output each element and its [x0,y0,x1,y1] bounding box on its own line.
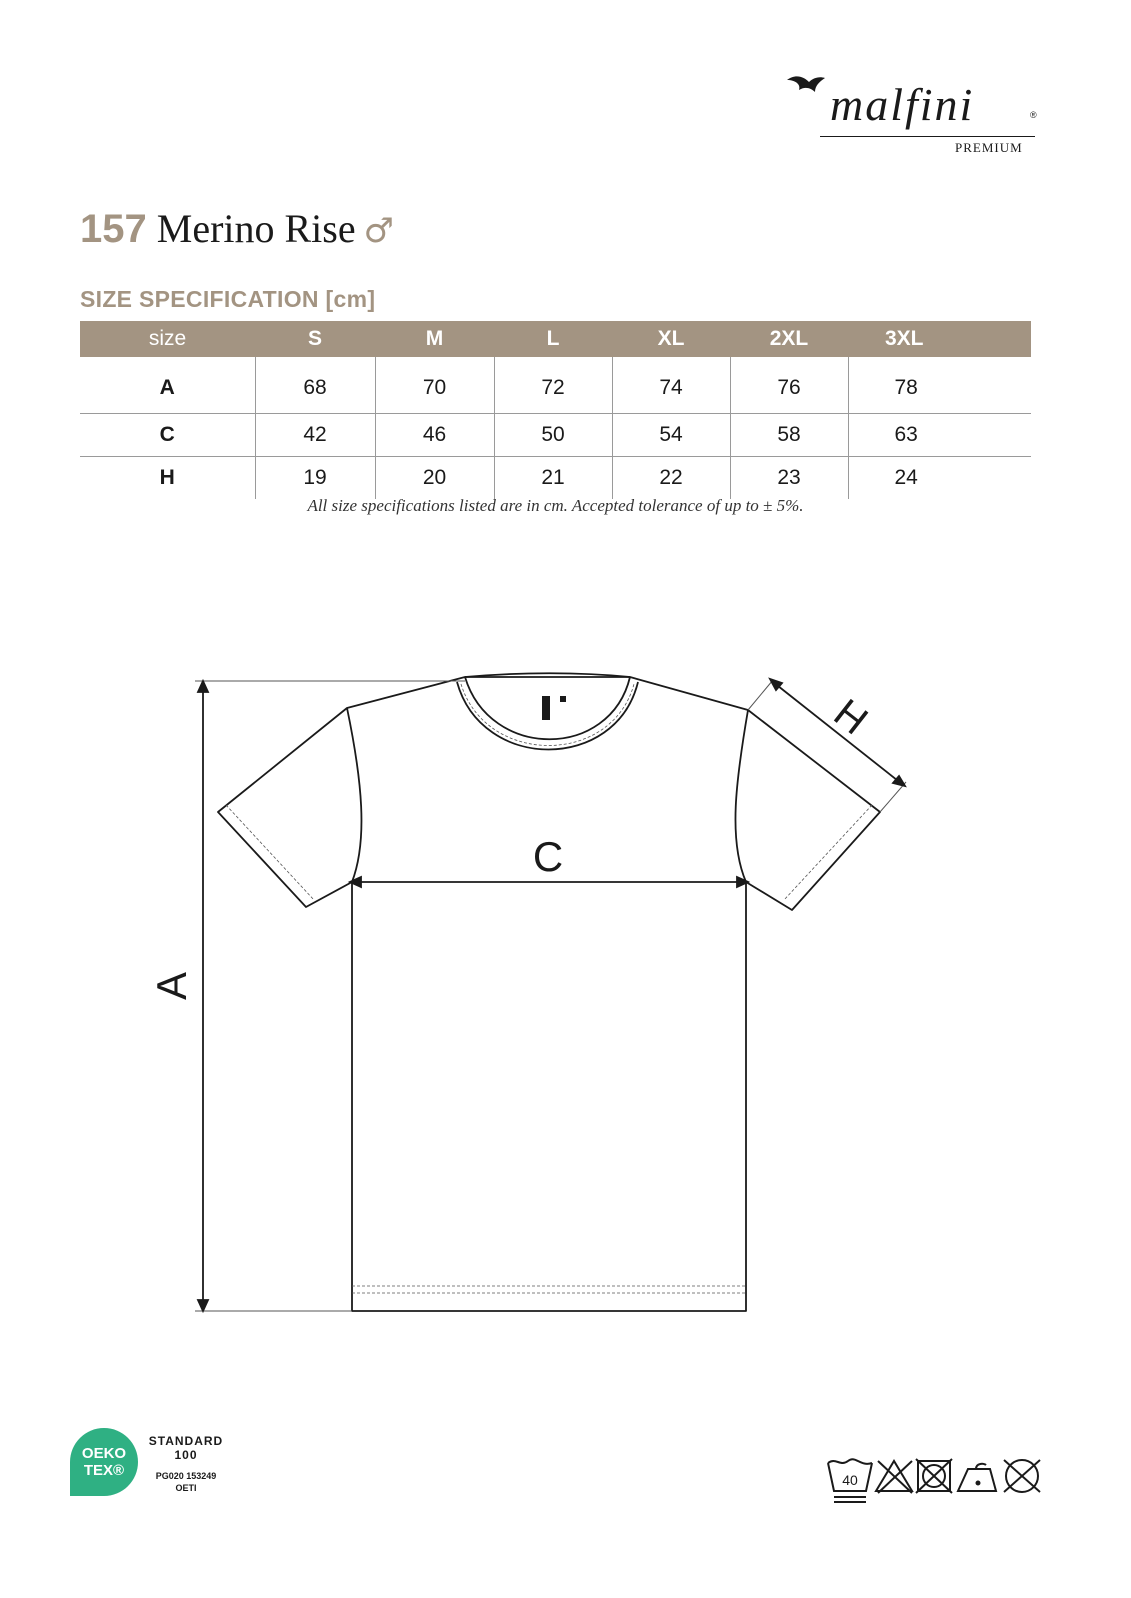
table-cell: 78 [848,357,1031,414]
table-header-cell: size [80,321,255,357]
oeko-line2: TEX® [83,1462,125,1479]
table-header-cell: 3XL [848,321,1031,357]
oeko-tex-badge [70,1428,138,1496]
table-cell: 46 [375,414,494,457]
table-cell: 22 [612,457,730,500]
table-cell: 74 [612,357,730,414]
tshirt-outline [218,673,880,1311]
standard-line2: 100 [174,1448,198,1462]
registered-mark: ® [1030,110,1037,120]
label-c: C [532,833,564,880]
tolerance-note: All size specifications listed are in cm. Accepted tolerance of up to ± 5%. [307,496,804,515]
label-h: H [825,690,876,744]
table-cell: 63 [848,414,1031,457]
table-cell: 76 [730,357,848,414]
spec-title: SIZE SPECIFICATION [cm] [80,286,376,312]
certificate-code [148,1470,224,1494]
table-header-cell: S [255,321,375,357]
iron-low-icon [958,1464,996,1491]
table-cell: 72 [494,357,612,414]
table-cell: 24 [848,457,1031,500]
neck-label [542,696,550,720]
table-cell: 21 [494,457,612,500]
table-cell: 50 [494,414,612,457]
table-cell: 23 [730,457,848,500]
measure-h-guides [748,680,906,812]
row-label: H [159,466,175,489]
male-icon: ♂ [363,211,395,251]
table-header-cell: 2XL [730,321,848,357]
table-cell: 54 [612,414,730,457]
brand-tagline: PREMIUM [955,140,1023,155]
no-tumble-dry-icon [916,1459,952,1493]
oeko-line1: OEKO [81,1445,127,1462]
standard-line1: STANDARD [148,1434,224,1448]
no-bleach-icon [876,1461,912,1493]
table-header-cell: L [494,321,612,357]
table-cell: 68 [255,357,375,414]
product-name: Merino Rise [156,206,356,251]
product-code: 157 [80,207,147,251]
wash-40-icon [828,1459,872,1502]
cert-line2: OETI [175,1483,197,1493]
table-cell: 42 [255,414,375,457]
care-symbols [826,1455,1048,1505]
row-label: A [80,357,255,414]
brand-name: malfini [830,79,975,130]
table-cell: 58 [730,414,848,457]
stitch-lines [226,684,872,1293]
table-cell: 20 [375,457,494,500]
row-label: C [80,414,255,457]
size-tag [560,696,566,702]
cert-line1: PG020 153249 [155,1471,217,1481]
label-a: A [148,971,195,1001]
no-dry-clean-icon [1004,1460,1040,1492]
table-header-cell: XL [612,321,730,357]
table-cell: 70 [375,357,494,414]
standard-label [148,1434,224,1462]
measure-a [195,681,465,1311]
table-cell: 19 [255,457,375,500]
wash-temp: 40 [842,1472,858,1488]
table-header-cell: M [375,321,494,357]
arrow-a [198,681,208,1311]
